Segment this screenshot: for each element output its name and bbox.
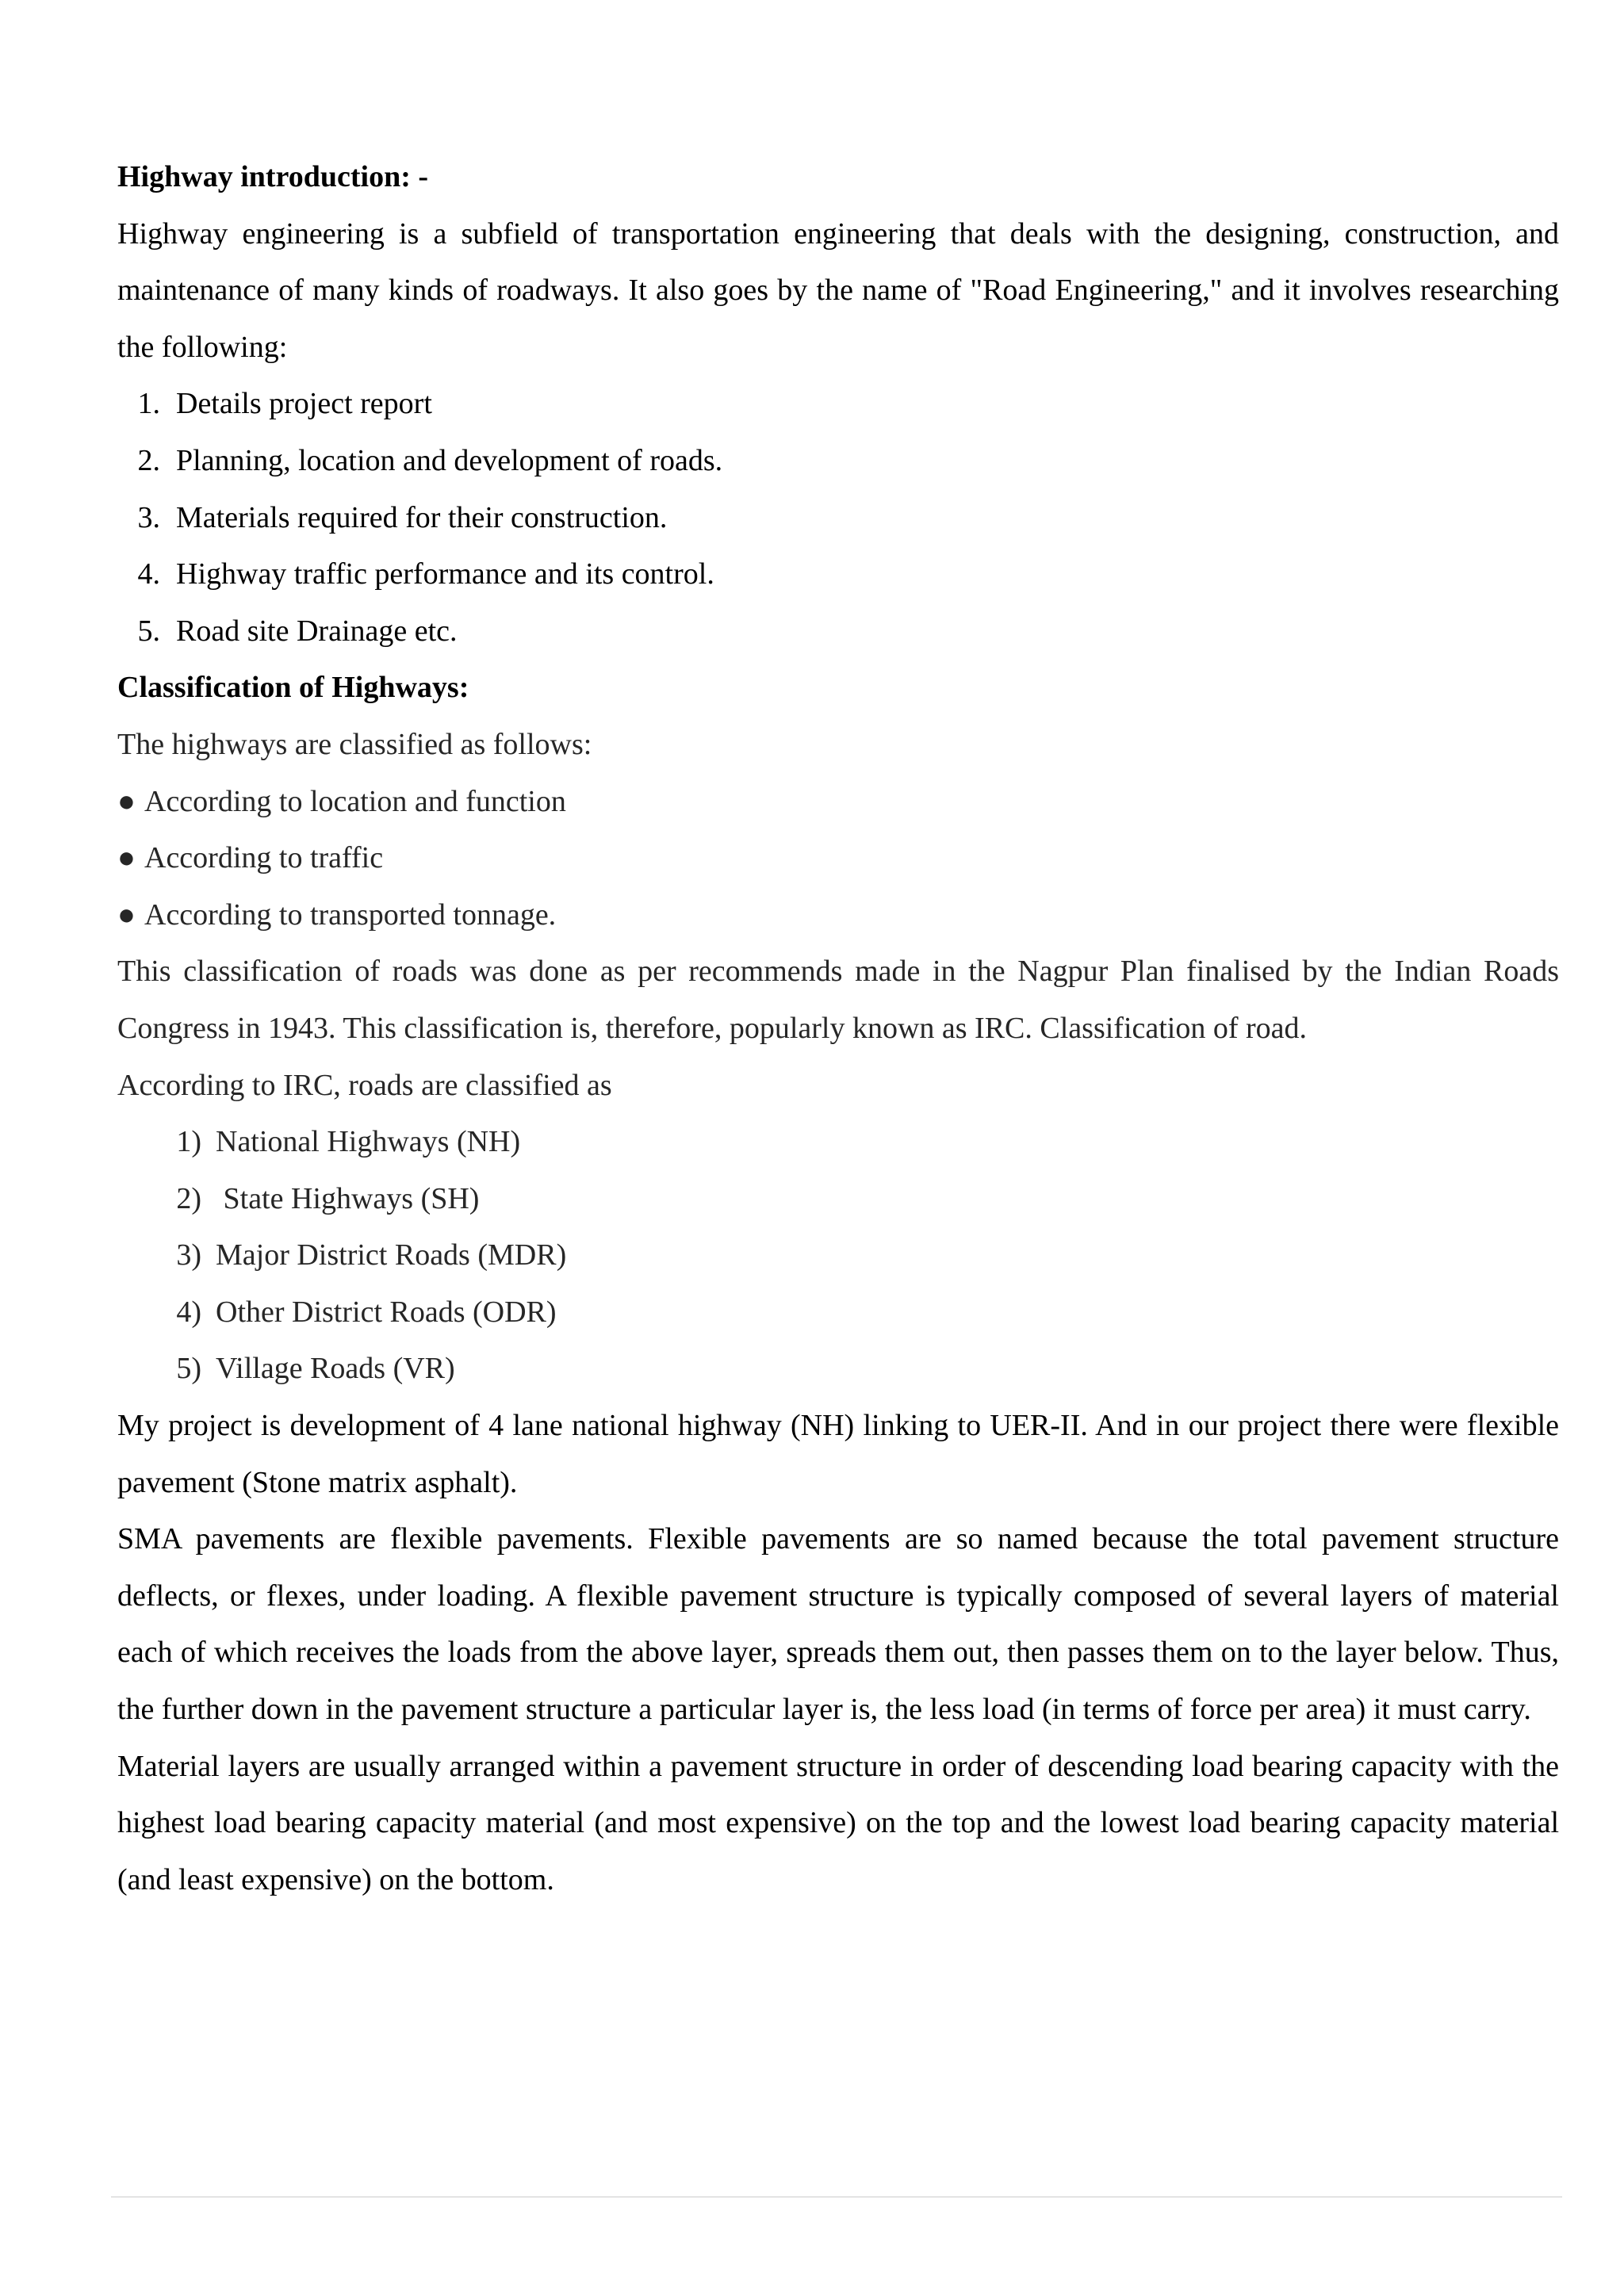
list-item-number: 1) — [176, 1125, 201, 1159]
bullet-icon: ● — [117, 841, 136, 875]
research-topics-list — [117, 376, 1559, 660]
list-item-number: 4. — [137, 557, 160, 591]
nagpur-plan-paragraph: This classification of roads was done as per recommends made in the Nagpur Plan finalised by the Indian Roads Congress in 1943. This classification is, therefore, popularly known as IRC. Classification of road. — [117, 955, 1559, 1045]
list-item-text: Major District Roads (MDR) — [216, 1238, 567, 1272]
irc-road-classes-list — [117, 1114, 1559, 1398]
list-item-text: Materials required for their construction. — [176, 500, 668, 534]
section-heading-highway-introduction: Highway introduction: - — [117, 160, 429, 193]
bullet-icon: ● — [117, 784, 136, 818]
list-item — [117, 433, 1559, 490]
list-item-text: State Highways (SH) — [216, 1181, 480, 1215]
irc-intro: According to IRC, roads are classified as — [117, 1068, 612, 1102]
bullet-text: According to location and function — [144, 784, 566, 818]
list-item-number: 1. — [137, 387, 160, 421]
list-item-text: Other District Roads (ODR) — [216, 1295, 557, 1329]
list-item-text: Details project report — [176, 387, 432, 421]
section-heading-classification: Classification of Highways: — [117, 671, 469, 705]
bullet-text: According to traffic — [144, 841, 384, 875]
list-item — [117, 1284, 1559, 1341]
list-item-text: Road site Drainage etc. — [176, 614, 458, 648]
bullet-item — [117, 830, 1559, 887]
document-page — [117, 149, 1559, 1908]
project-paragraph: My project is development of 4 lane national highway (NH) linking to UER-II. And in our project there were flexible pavement (Stone matrix asphalt). — [117, 1409, 1559, 1499]
list-item-text: Planning, location and development of roads. — [176, 443, 723, 477]
list-item — [117, 603, 1559, 660]
list-item-text: Village Roads (VR) — [216, 1352, 455, 1386]
list-item — [117, 490, 1559, 547]
list-item — [117, 376, 1559, 433]
sma-pavements-paragraph: SMA pavements are flexible pavements. Flexible pavements are so named because the total pavement structure deflects, or flexes, under loading. A flexible pavement structure is typically composed of several layers of material each of which receives the loads from the above layer, spreads them out, then passes them on to the layer below. Thus, the further down in the pavement structure a particular layer is, the less load (in terms of force per area) it must carry. — [117, 1522, 1559, 1727]
intro-paragraph: Highway engineering is a subfield of transportation engineering that deals with the designing, construction, and maintenance of many kinds of roadways. It also goes by the name of "Road Engineering," and it involves researching the following: — [117, 216, 1559, 364]
classification-intro: The highways are classified as follows: — [117, 727, 592, 761]
list-item-number: 3) — [176, 1238, 201, 1272]
list-item-number: 5) — [176, 1352, 201, 1386]
list-item — [117, 1227, 1559, 1284]
list-item — [117, 1171, 1559, 1228]
list-item-number: 5. — [137, 614, 160, 648]
footer-divider — [111, 2196, 1562, 2198]
list-item-number: 2) — [176, 1181, 201, 1215]
list-item-text: National Highways (NH) — [216, 1125, 521, 1159]
material-layers-paragraph: Material layers are usually arranged within a pavement structure in order of descending load bearing capacity with the highest load bearing capacity material (and most expensive) on the top and the lowest load bearing capacity material (and least expensive) on the bottom. — [117, 1749, 1559, 1896]
list-item-number: 2. — [137, 443, 160, 477]
bullet-text: According to transported tonnage. — [144, 897, 557, 932]
list-item — [117, 1341, 1559, 1398]
bullet-item — [117, 774, 1559, 831]
classification-bullets — [117, 774, 1559, 944]
list-item — [117, 1114, 1559, 1171]
bullet-item — [117, 887, 1559, 944]
list-item-number: 4) — [176, 1295, 201, 1329]
list-item — [117, 546, 1559, 603]
list-item-text: Highway traffic performance and its control. — [176, 557, 714, 591]
list-item-number: 3. — [137, 500, 160, 534]
bullet-icon: ● — [117, 897, 136, 932]
